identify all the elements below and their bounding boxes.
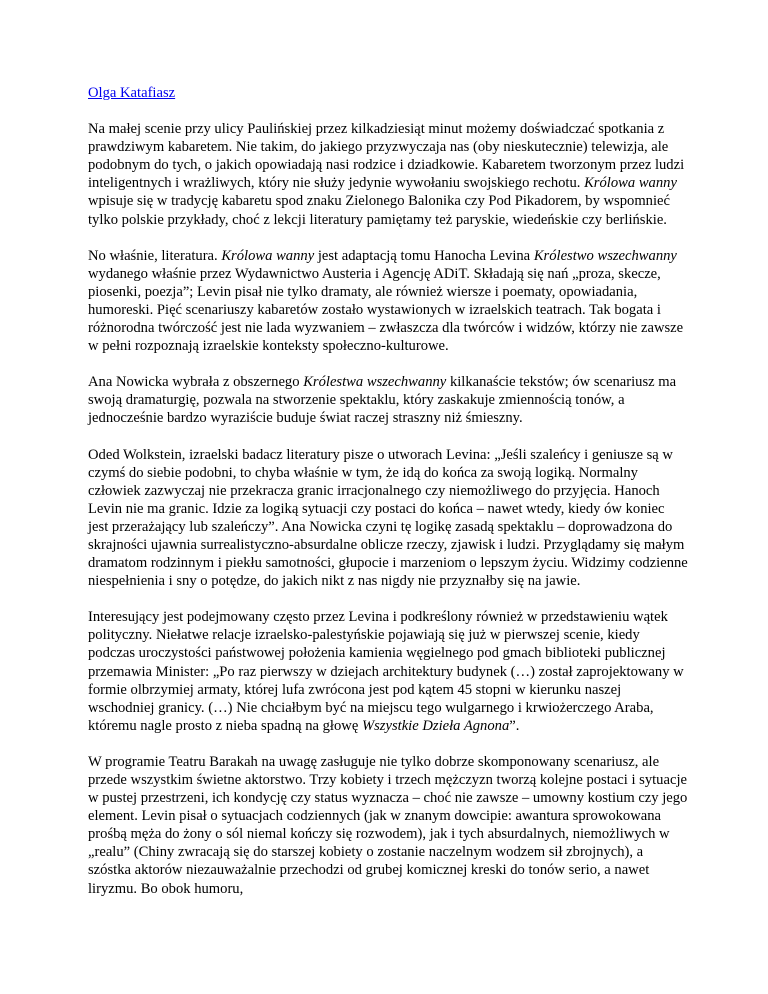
paragraph-2-text-a: No właśnie, literatura. xyxy=(88,247,222,264)
paragraph-3-text-a: Ana Nowicka wybrała z obszernego xyxy=(88,374,304,391)
paragraph-2 xyxy=(88,247,688,356)
author-link[interactable]: Olga Katafiasz xyxy=(88,85,176,101)
title-krolowa-wanny: Królowa wanny xyxy=(221,247,315,264)
paragraph-5 xyxy=(88,608,688,735)
author-paragraph xyxy=(88,84,688,102)
paragraph-4-text: Oded Wolkstein, izraelski badacz literatury pisze o utworach Levina: „Jeśli szaleńcy i geniusze są w czymś do siebie podobni, to chyba właśnie w tym, że idą do końca za swoją logiką. Normalny człowiek zazwyczaj nie przekracza granic irracjonalnego czy niemożliwego do przyjęcia. Hanoch Levin nie ma granic. Idzie za logiką sytuacji czy postaci do końca – nawet wtedy, kiedy ów koniec jest przerażający lub szaleńczy”. Ana Nowicka czyni tę logikę zasadą spektaklu – doprowadzona do skrajności ujawnia surrealistyczno-absurdalne oblicze rzeczy, zjawisk i ludzi. Przyglądamy się małym dramatom rodzinnym i piekłu samotności, głupocie i marzeniom o lepszym życiu. Widzimy codzienne niespełnienia i sny o potędze, do jakich nikt z nas nigdy nie przyznałby się na jawie. xyxy=(88,446,688,590)
paragraph-5-text-b: ”. xyxy=(509,717,520,734)
title-wszystkie-dziela-agnona: Wszystkie Dzieła Agnona xyxy=(361,717,510,734)
paragraph-1 xyxy=(88,120,688,229)
paragraph-3-text-b: kilkanaście tekstów; ów scenariusz ma swoją dramaturgię, pozwala na stworzenie spektaklu, który zaskakuje zmiennością tonów, a jednocześnie bardzo wyraziście buduje świat raczej straszny niż śmieszny. xyxy=(88,374,677,427)
paragraph-6 xyxy=(88,753,688,898)
paragraph-2-text-c: wydanego właśnie przez Wydawnictwo Austeria i Agencję ADiT. Składają się nań „proza, skecze, piosenki, poezja”; Levin pisał nie tylko dramaty, ale również wiersze i poematy, opowiadania, humoreski. Pięć scenariuszy kabaretów zostało wystawionych w izraelskich teatrach. Tak bogata i różnorodna twórczość jest nie lada wyzwaniem – zwłaszcza dla twórców i widzów, którzy nie zawsze w pełni rozpoznają izraelskie konteksty społeczno-kulturowe. xyxy=(88,265,684,355)
title-krolestwo-wszechwanny: Królestwo wszechwanny xyxy=(533,247,677,264)
paragraph-5-text-a: Interesujący jest podejmowany często przez Levina i podkreślony również w przedstawieniu wątek polityczny. Niełatwe relacje izraelsko-palestyńskie pojawiają się już w pierwszej scenie, kiedy podczas uroczystości państwowej położenia kamienia węgielnego pod gmach biblioteki publicznej przemawia Minister: „Po raz pierwszy w dziejach architektury budynek (…) został zaprojektowany w formie olbrzymiej armaty, której lufa zwrócona jest pod kątem 45 stopni w kierunku naszej wschodniej granicy. (…) Nie chciałbym być na miejscu tego wulgarnego i krwiożerczego Araba, któremu nagle prosto z nieba spadną na głowę xyxy=(88,609,684,734)
article xyxy=(88,84,688,898)
paragraph-3 xyxy=(88,373,688,427)
paragraph-1-text-a: Na małej scenie przy ulicy Paulińskiej przez kilkadziesiąt minut możemy doświadczać spotkania z prawdziwym kabaretem. Nie takim, do jakiego przyzwyczaja nas (oby nieskutecznie) telewizja, ale podobnym do tych, o jakich opowiadają nasi rodzice i dziadkowie. Kabaretem tworzonym przez ludzi inteligentnych i wrażliwych, który nie służy jedynie wywołaniu swojskiego rechotu. xyxy=(88,121,685,192)
title-krolestwa-wszechwanny: Królestwa wszechwanny xyxy=(303,374,447,391)
paragraph-4 xyxy=(88,446,688,591)
paragraph-1-text-b: wpisuje się w tradycję kabaretu spod znaku Zielonego Balonika czy Pod Pikadorem, by wspomnieć tylko polskie przykłady, choć z lekcji literatury pamiętamy też paryskie, wiedeńskie czy berlińskie. xyxy=(88,193,670,228)
title-krolowa-wanny: Królowa wanny xyxy=(584,175,677,192)
paragraph-2-text-b: jest adaptacją tomu Hanocha Levina xyxy=(314,247,534,264)
paragraph-6-text: W programie Teatru Barakah na uwagę zasługuje nie tylko dobrze skomponowany scenariusz, ale przede wszystkim świetne aktorstwo. Trzy kobiety i trzech mężczyzn tworzą kolejne postaci i sytuacje w pustej przestrzeni, ich kondycję czy status wyznacza – choć nie zawsze – umowny kostium czy jego element. Levin pisał o sytuacjach codziennych (jak w znanym dowcipie: awantura sprowokowana prośbą męża do żony o sól niemal kończy się rozwodem), jak i tych absurdalnych, niemożliwych w „realu” (Chiny zwracają się do starszej kobiety o zostanie naczelnym wodzem sił zbrojnych), a szóstka aktorów niezauważalnie przechodzi od grubej komicznej kreski do tonów serio, a nawet liryzmu. Bo obok humoru, xyxy=(88,753,688,897)
